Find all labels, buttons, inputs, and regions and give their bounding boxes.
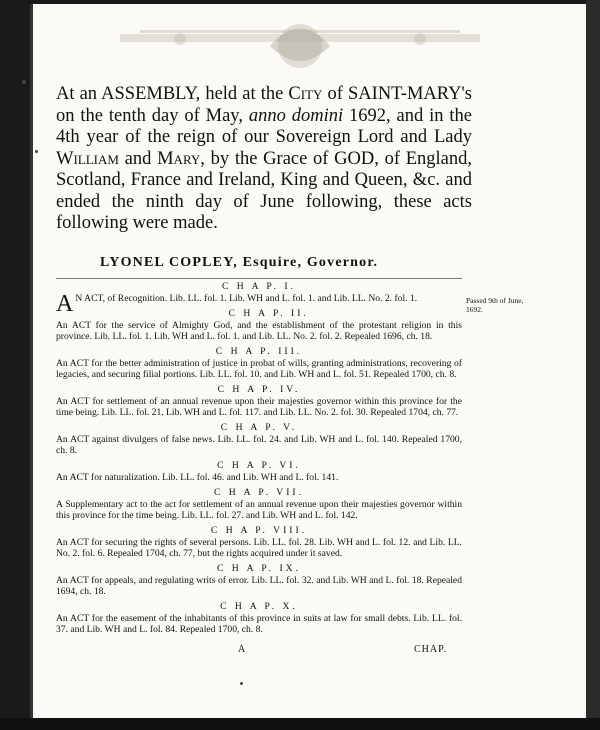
headpiece-ornament (120, 6, 480, 76)
chapter-body (56, 320, 462, 342)
chapter-body (56, 434, 462, 456)
chapter-text: An ACT against divulgers of false news. Lib. LL. fol. 24. and Lib. WH and L. fol. 140. Repealed 1700, ch. 8. (56, 434, 462, 456)
chapter-entry (56, 525, 462, 559)
scan-speck (240, 682, 243, 685)
chapter-entry (56, 308, 462, 342)
heading-william: William (56, 148, 119, 169)
chapter-title: C H A P. IX. (217, 563, 301, 574)
heading-text: on the tenth day of May, (56, 105, 249, 126)
chapter-title: C H A P. X. (220, 601, 298, 612)
chapter-title: C H A P. VII. (213, 487, 304, 498)
scan-speck (22, 80, 26, 84)
chapter-title: C H A P. I. (221, 281, 297, 292)
catchword: CHAP. (414, 644, 448, 655)
chapter-entry (56, 460, 462, 483)
chapter-entry (56, 422, 462, 456)
chapter-title: C H A P. VI. (217, 460, 301, 471)
margin-note: Passed 9th of June, 1692. (466, 296, 524, 314)
chapter-entry (56, 487, 462, 521)
heading-text: of (322, 84, 349, 104)
chapter-entry (56, 601, 462, 635)
chapter-body (56, 575, 462, 597)
heading-text: , by the Grace of GOD, of England, Scotland, France and Ireland, King and Queen, &c. and ended the ninth day of June following, these acts following were made. (56, 148, 472, 233)
chapter-text: N ACT, of Recognition. Lib. LL. fol. 1. Lib. WH and L. fol. 1. and Lib. LL. No. 2. fol. 1. (75, 293, 418, 304)
chapter-title: C H A P. III. (215, 346, 303, 357)
scan-edge-right (586, 0, 600, 730)
heading-text: and (118, 148, 158, 169)
divider-rule (56, 278, 462, 279)
chapter-text: A Supplementary act to the act for settlement of an annual revenue upon their majesties governor within this province for the time being. Lib. LL. fol. 27. and Lib. WH and L. fol. 142. (56, 499, 462, 521)
heading-mary: Mary (157, 148, 201, 169)
governor-line: LYONEL COPLEY, Esquire, Governor. (100, 255, 379, 270)
heading-text: At an (56, 84, 102, 104)
chapter-body (56, 613, 462, 635)
heading-text: 1692, and in the 4th year of the reign of our Sovereign Lord and Lady (56, 105, 473, 147)
chapter-body (56, 499, 462, 521)
chapter-list (56, 281, 462, 639)
chapter-text: An ACT for the better administration of justice in probat of wills, granting administrations, recovering of legacies, and securing filial portions. Lib. LL. fol. 10. and Lib. WH and L. fol. 51. Repealed 1700, ch. 8. (56, 358, 462, 380)
chapter-title: C H A P. V. (220, 422, 298, 433)
chapter-body (56, 396, 462, 418)
chapter-body (56, 358, 462, 380)
chapter-title: C H A P. II. (228, 308, 309, 319)
heading-assembly: ASSEMBLY (101, 84, 196, 104)
chapter-text: An ACT for appeals, and regulating writs of error. Lib. LL. fol. 32. and Lib. WH and L. fol. 18. Repealed 1694, ch. 18. (56, 575, 462, 597)
scan-edge-bottom (0, 718, 600, 730)
chapter-entry (56, 384, 462, 418)
scan-speck (35, 150, 38, 153)
heading-anno-domini: anno domini (248, 105, 344, 126)
drop-cap: A (56, 291, 74, 317)
chapter-text: An ACT for the service of Almighty God, and the establishment of the protestant religion in this province. Lib. LL. fol. 1. Lib. WH and L. fol. 1. and Lib. LL. No. 2. fol. 2. Repealed 1696, ch. 18. (56, 320, 462, 342)
chapter-text: An ACT for the easement of the inhabitants of this province in suits at law for small debts. Lib. LL. fol. 37. and Lib. WH and L. fol. 84. Repealed 1700, ch. 8. (56, 613, 462, 635)
assembly-heading (56, 84, 472, 235)
chapter-body (56, 472, 462, 483)
chapter-text: An ACT for securing the rights of several persons. Lib. LL. fol. 28. Lib. WH and L. fol. 12. and Lib. LL. No. 2. fol. 6. Repealed 1704, ch. 77, but the rights acquired under it saved. (56, 537, 462, 559)
chapter-title: C H A P. IV. (217, 384, 301, 395)
chapter-entry (56, 346, 462, 380)
chapter-text: An ACT for naturalization. Lib. LL. fol. 46. and Lib. WH and L. fol. 141. (56, 472, 339, 483)
heading-city: City (288, 84, 323, 104)
heading-text: , held at the (195, 84, 289, 104)
chapter-title: C H A P. VIII. (210, 525, 308, 536)
signature-mark: A (238, 644, 246, 655)
chapter-entry (56, 563, 462, 597)
chapter-body (56, 537, 462, 559)
heading-saint-marys: SAINT-MARY's (348, 84, 472, 104)
chapter-text: An ACT for settlement of an annual revenue upon their majesties governor within this province for the time being. Lib. LL. fol. 21. Lib. WH and L. fol. 117. and Lib. LL. No. 2. fol. 30. Repealed 1704, ch. 77. (56, 396, 462, 418)
